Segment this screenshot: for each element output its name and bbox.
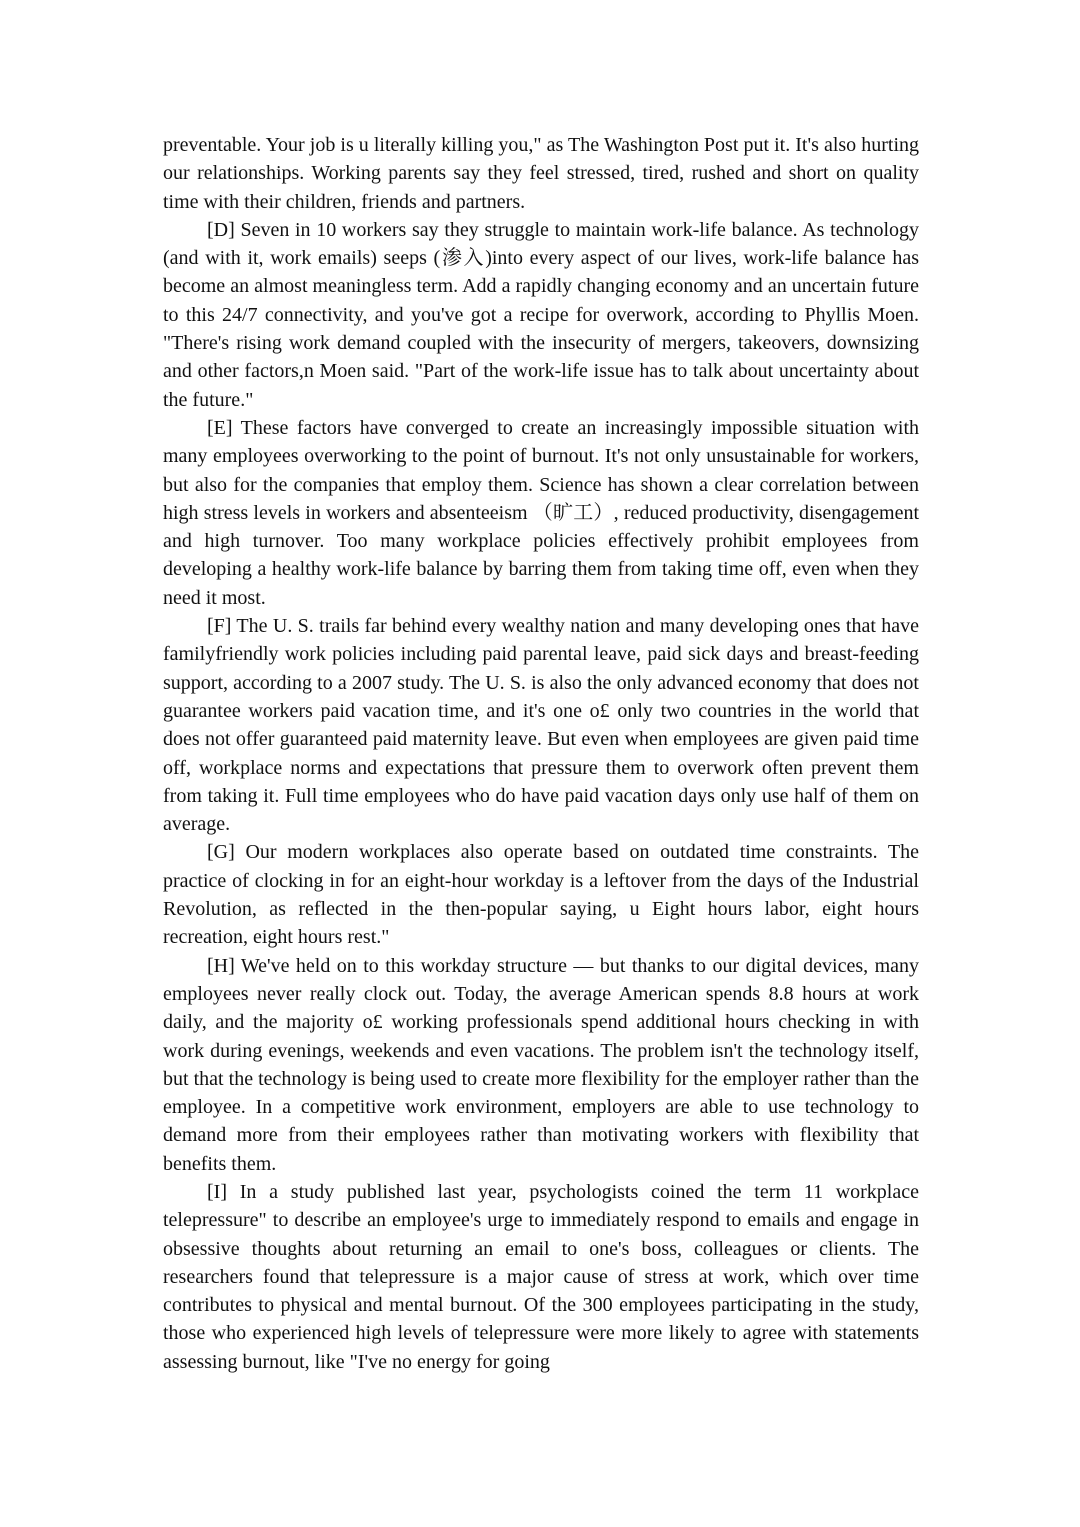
- paragraph-e: [E] These factors have converged to create an increasingly impossible situation with many employees overworking to the point of burnout. It's not only unsustainable for workers, but also for the companies that employ them. Science has shown a clear correlation between high stress levels in workers and absenteeism （旷工）, reduced productivity, disengagement and high turnover. Too many workplace policies effectively prohibit employees from developing a healthy work-life balance by barring them from taking time off, even when they need it most.: [163, 416, 919, 609]
- paragraph-g: [G] Our modern workplaces also operate based on outdated time constraints. The practice of clocking in for an eight-hour workday is a leftover from the days of the Industrial Revolution, as reflected in the then-popular saying, u Eight hours labor, eight hours recreation, eight hours rest.": [163, 841, 919, 949]
- paragraph-h: [H] We've held on to this workday structure — but thanks to our digital devices, many employees never really clock out. Today, the average American spends 8.8 hours at work daily, and the majority o£ working professionals spend additional hours checking in with work during evenings, weekends and even vacations. The problem isn't the technology itself, but that the technology is being used to create more flexibility for the employer rather than the employee. In a competitive work environment, employers are able to use technology to demand more from their employees rather than motivating workers with flexibility that benefits them.: [163, 954, 919, 1175]
- paragraph-d: [D] Seven in 10 workers say they struggle to maintain work-life balance. As technology (and with it, work emails) seeps (渗入)into every aspect of our lives, work-life balance has become an almost meaningless term. Add a rapidly changing economy and an uncertain future to this 24/7 connectivity, and you've got a recipe for overwork, according to Phyllis Moen. "There's rising work demand coupled with the insecurity of mergers, takeovers, downsizing and other factors,n Moen said. "Part of the work-life issue has to talk about uncertainty about the future.": [163, 218, 919, 411]
- paragraph-i: [I] In a study published last year, psychologists coined the term 11 workplace telepressure" to describe an employee's urge to immediately respond to emails and engage in obsessive thoughts about returning an email to one's boss, colleagues or clients. The researchers found that telepressure is a major cause of stress at work, which over time contributes to physical and mental burnout. Of the 300 employees participating in the study, those who experienced high levels of telepressure were more likely to agree with statements assessing burnout, like "I've no energy for going: [163, 1180, 919, 1373]
- paragraph-f: [F] The U. S. trails far behind every wealthy nation and many developing ones that have familyfriendly work policies including paid parental leave, paid sick days and breast-feeding support, according to a 2007 study. The U. S. is also the only advanced economy that does not guarantee workers paid vacation time, and it's one o£ only two countries in the world that does not offer guaranteed paid maternity leave. But even when employees are given paid time off, workplace norms and expectations that pressure them to overwork often prevent them from taking it. Full time employees who do have paid vacation days only use half of them on average.: [163, 615, 919, 836]
- document-page: [163, 131, 919, 1376]
- paragraph-c-continued: preventable. Your job is u literally killing you," as The Washington Post put it. It's also hurting our relationships. Working parents say they feel stressed, tired, rushed and short on quality time with their children, friends and partners.: [163, 134, 919, 213]
